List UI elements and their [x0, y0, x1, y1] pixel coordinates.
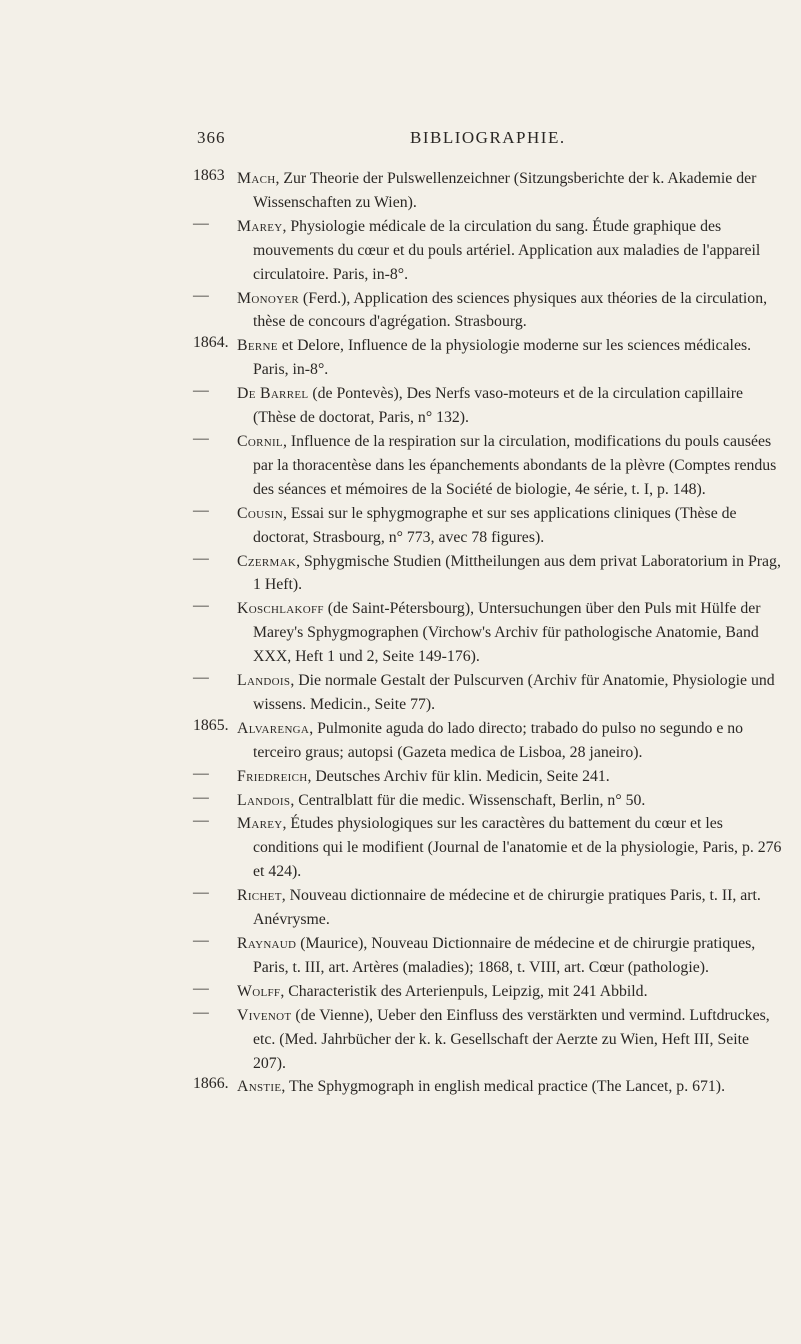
- bibliography-entry: [193, 430, 783, 502]
- bibliography-entry: [193, 717, 783, 765]
- bibliography-entry: [193, 1075, 783, 1099]
- entry-year: —: [193, 979, 209, 997]
- entry-body: [237, 382, 783, 430]
- entry-year: —: [193, 932, 209, 949]
- entry-text: et Delore, Influence de la physiologie moderne sur les sciences médicales. Paris, in-8°.: [253, 337, 752, 379]
- entry-body: [237, 1004, 783, 1076]
- bibliography-entry: [193, 669, 783, 717]
- entry-author: Landois: [237, 672, 291, 690]
- entry-author: Czermak: [237, 552, 297, 570]
- entry-year: 1865.: [193, 716, 229, 734]
- entry-year: —: [193, 501, 209, 519]
- entry-text: , Zur Theorie der Pulswellenzeichner (Sitzungsberichte der k. Akademie der Wissenschaften zu Wien).: [253, 170, 757, 211]
- entry-year: —: [193, 669, 209, 687]
- entry-body: [237, 884, 783, 932]
- bibliography-list: [193, 167, 783, 1099]
- entry-author: Marey: [237, 217, 283, 235]
- bibliography-entry: [193, 789, 783, 813]
- entry-author: Koschlakoff: [237, 600, 324, 618]
- entry-year: —: [193, 549, 209, 567]
- bibliography-entry: [193, 1004, 783, 1076]
- entry-body: [237, 1075, 783, 1099]
- entry-text: , Essai sur le sphygmographe et sur ses applications cliniques (Thèse de doctorat, Strasbourg, n° 773, avec 78 figures).: [253, 504, 737, 546]
- entry-year: —: [193, 429, 209, 447]
- entry-body: [237, 717, 783, 765]
- entry-body: [237, 789, 783, 813]
- entry-body: [237, 287, 783, 335]
- entry-text: (de Vienne), Ueber den Einfluss des verstärkten und vermind. Luftdruckes, etc. (Med. Jahrbücher der k. k. Gesellschaft der Aerzte zu Wien, Heft III, Seite 207).: [253, 1006, 770, 1072]
- entry-body: [237, 932, 783, 980]
- bibliography-entry: [193, 932, 783, 980]
- entry-author: Cousin: [237, 504, 283, 522]
- entry-text: , Influence de la respiration sur la circulation, modifications du pouls causées par la thoracentèse dans les épanchements abondants de la plèvre (Comptes rendus des séances et mémoires de la Société de biologie, 4e série, t. I, p. 148).: [253, 432, 777, 498]
- entry-author: Richet: [237, 887, 282, 905]
- entry-author: Marey: [237, 815, 283, 833]
- entry-author: Vivenot: [237, 1006, 292, 1024]
- entry-body: [237, 430, 783, 502]
- entry-text: , Nouveau dictionnaire de médecine et de chirurgie pratiques Paris, t. II, art. Anévrysme.: [253, 887, 761, 929]
- entry-body: [237, 502, 783, 550]
- entry-text: , Centralblatt für die medic. Wissenschaft, Berlin, n° 50.: [290, 791, 646, 809]
- bibliography-entry: [193, 287, 783, 335]
- entry-text: , Die normale Gestalt der Pulscurven (Archiv für Anatomie, Physiologie und wissens. Medicin., Seite 77).: [253, 672, 775, 713]
- entry-year: —: [193, 382, 209, 400]
- entry-year: —: [193, 597, 209, 615]
- running-title: BIBLIOGRAPHIE.: [410, 128, 566, 147]
- bibliography-entry: [193, 382, 783, 430]
- entry-body: [237, 167, 783, 215]
- entry-body: [237, 812, 783, 884]
- entry-text: , Physiologie médicale de la circulation du sang. Étude graphique des mouvements du cœur et du pouls artériel. Application aux maladies de l'appareil circulatoire. Paris, in-8°.: [253, 217, 761, 283]
- entry-author: Alvarenga: [237, 719, 310, 737]
- page-number: 366: [197, 128, 226, 147]
- entry-author: Landois: [237, 791, 291, 809]
- entry-year: —: [193, 1003, 209, 1021]
- entry-year: —: [193, 788, 209, 806]
- entry-text: , Characteristik des Arterienpuls, Leipzig, mit 241 Abbild.: [280, 982, 648, 1000]
- bibliography-entry: [193, 167, 783, 215]
- entry-year: 1866.: [193, 1075, 229, 1093]
- entry-text: , The Sphygmograph in english medical practice (The Lancet, p. 671).: [281, 1078, 726, 1096]
- entry-text: (de Pontevès), Des Nerfs vaso-moteurs et de la circulation capillaire (Thèse de doctorat, Paris, n° 132).: [253, 385, 744, 427]
- entry-author: Raynaud: [237, 935, 297, 952]
- bibliography-entry: [193, 334, 783, 382]
- entry-author: Anstie: [237, 1078, 282, 1096]
- bibliography-entry: [193, 550, 783, 598]
- entry-author: De Barrel: [237, 385, 309, 403]
- entry-text: (Maurice), Nouveau Dictionnaire de médecine et de chirurgie pratiques, Paris, t. III, art. Artères (maladies); 1868, t. VIII, art. Cœur (pathologie).: [253, 935, 756, 976]
- bibliography-entry: [193, 980, 783, 1004]
- entry-author: Wolff: [237, 982, 281, 1000]
- entry-year: —: [193, 214, 209, 232]
- entry-text: , Études physiologiques sur les caractères du battement du cœur et les conditions qui le modifient (Journal de l'anatomie et de la physiologie, Paris, p. 276 et 424).: [253, 815, 782, 881]
- entry-text: (de Saint-Pétersbourg), Untersuchungen über den Puls mit Hülfe der Marey's Sphygmographen (Virchow's Archiv für pathologische Anatomie, Band XXX, Heft 1 und 2, Seite 149-176).: [253, 600, 761, 666]
- bibliography-entry: [193, 812, 783, 884]
- entry-body: [237, 980, 783, 1004]
- entry-year: —: [193, 812, 209, 830]
- bibliography-entry: [193, 502, 783, 550]
- entry-author: Monoyer: [237, 289, 299, 307]
- entry-year: 1864.: [193, 334, 229, 352]
- entry-author: Mach: [237, 170, 276, 187]
- entry-body: [237, 669, 783, 717]
- bibliography-entry: [193, 597, 783, 669]
- entry-text: , Deutsches Archiv für klin. Medicin, Seite 241.: [307, 767, 610, 785]
- entry-body: [237, 765, 783, 789]
- entry-body: [237, 215, 783, 287]
- entry-year: 1863: [193, 167, 225, 184]
- entry-body: [237, 597, 783, 669]
- bibliography-entry: [193, 215, 783, 287]
- entry-year: —: [193, 764, 209, 782]
- entry-year: —: [193, 884, 209, 902]
- entry-text: , Pulmonite aguda do lado directo; trabado do pulso no segundo e no terceiro graus; autopsi (Gazeta medica de Lisboa, 28 janeiro).: [253, 719, 744, 761]
- entry-author: Cornil: [237, 432, 283, 450]
- bibliography-entry: [193, 765, 783, 789]
- entry-body: [237, 550, 783, 598]
- entry-author: Friedreich: [237, 767, 308, 785]
- entry-text: , Sphygmische Studien (Mittheilungen aus dem privat Laboratorium in Prag, 1 Heft).: [253, 552, 781, 594]
- entry-year: —: [193, 286, 209, 304]
- entry-author: Berne: [237, 337, 278, 355]
- entry-text: (Ferd.), Application des sciences physiques aux théories de la circulation, thèse de concours d'agrégation. Strasbourg.: [253, 289, 768, 331]
- entry-body: [237, 334, 783, 382]
- bibliography-entry: [193, 884, 783, 932]
